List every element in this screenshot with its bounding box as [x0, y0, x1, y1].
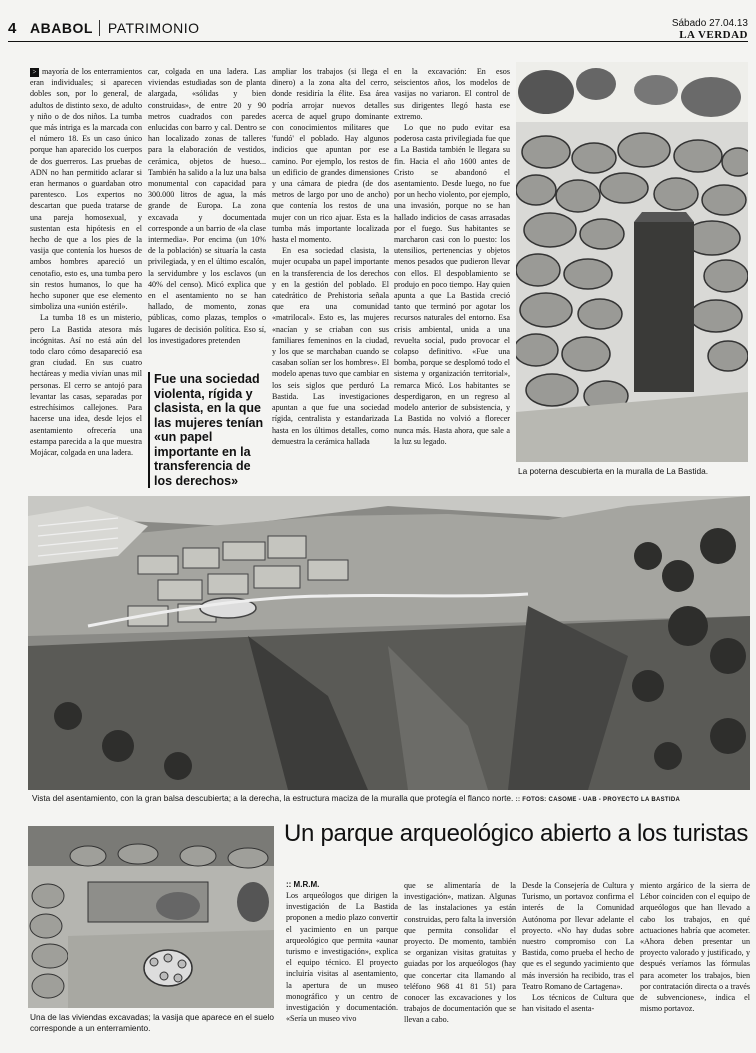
paragraph: Lo que no pudo evitar esa poderosa casta privilegiada fue que a La Bastida también le llegara su fin. Hacia el año 1600 antes de Cristo se abandonó el asentamiento. Desde luego, no fue por un hecho violento, por ejemplo, una invasión, porque no se han hallado indicios de casas arrasadas por el fuego. Sus habitantes se marcharon casi con lo puesto: los utensilios, pertenencias y objetos menos pesados que pudieron llevar con ellos. El despoblamiento se produjo en poco tiempo. Hay quien apunta a que La Bastida creció tanto que terminó por agotar los recursos naturales del entorno. Esa crisis ambiental, unida a una revuelta social, pudo provocar el colapso definitivo. «Fue una bomba, porque se desplomó todo el sistema y organización territorial», remarca Micó. Los habitantes se desperdigaron, en un regreso al modelo anterior de subsistencia, y La Bastida no volvió a florecer nunca más. Hasta ahora, que sale a la luz su legado.	[394, 123, 510, 446]
section-name: ABABOL	[30, 20, 93, 36]
page-number: 4	[8, 20, 17, 37]
article2-column-2	[404, 880, 516, 1048]
excavated-dwelling-illustration	[28, 826, 274, 1008]
panorama-caption	[32, 793, 750, 806]
paragraph: miento argárico de la sierra de Lébor coinciden con el equipo de arqueólogos que han llevado a cabo los trabajos, en qué actuaciones habría que acometer. «Ahora deben presentar un proyecto valorado y justificado, y después veríamos las fórmulas para acometer los trabajos, bien por contratación directa o a través de subvenciones», indica el mismo portavoz.	[640, 881, 750, 1014]
stone-wall-illustration	[516, 62, 748, 462]
hillside-panorama-illustration	[28, 496, 750, 790]
section-title	[30, 20, 199, 36]
article1-column-2	[148, 66, 266, 364]
lead-arrow-icon: >	[30, 68, 39, 77]
photo-credit: :: FOTOS: CASOME - UAB - PROYECTO LA BASTIDA	[515, 797, 681, 803]
paragraph: Los arqueólogos que dirigen la investigación de La Bastida proponen a medio plazo convertir el yacimiento en un parque arqueológico que permita «aunar turismo e investigación», explica el equipo técnico. El proyecto incluiría visitas al asentamiento, la apertura de un museo monográfico y un centro de investigación y documentación. «Sería un museo vivo	[286, 891, 398, 1024]
article2-column-4	[640, 880, 750, 1048]
dwelling-photo-caption: Una de las viviendas excavadas; la vasija que aparece en el suelo corresponde a un enterramiento.	[30, 1012, 274, 1033]
postern-photo	[516, 62, 748, 462]
settlement-panorama-photo	[28, 496, 750, 790]
paragraph: car, colgada en una ladera. Las viviendas estudiadas son de planta alargada, «sólidas y bien construidas», de entre 20 y 90 metros cuadrados con paredes enlucidas con barro y cal. Dentro se han localizado zonas de talleres para la elaboración de vestidos, cerámica, objetos de hueso... También ha salido a la luz una balsa monumental con capacidad para 300.000 litros de agua, la más grande de Europa. La zona excavada y documentada corresponde a un barrio de «la clase intermedia». Por encima (un 10% de la población) se situaría la casta privilegiada, y en el último escalón, la servidumbre y los esclavos (un 40% del censo). Micó explica que en el asentamiento no se han hallado, de momento, zonas públicas, como plazas, templos o lugares de decisión política. Eso sí, los investigadores pretenden	[148, 67, 266, 345]
paragraph: En esa sociedad clasista, la mujer ocupaba un papel importante en la transferencia de los derechos y en la gestión del poblado. El catedrático de Prehistoria señala que era una comunidad «matrilocal». Esto es, las mujeres «nacían y se criaban con sus familiares femeninos en la ciudad, y los que se marchaban cuando se casaban solían ser los hombres». El modelo apenas tuvo que cambiar en los seis siglos que perduró La Bastida. Las investigaciones apuntan a que fue una sociedad rígida, centralista y estandarizada hasta en los últimos detalles, como demuestra la cerámica hallada	[272, 246, 389, 446]
paragraph: La tumba 18 es un misterio, pero La Bastida atesora más incógnitas. Así no está aún del todo claro cómo desapareció esa gran ciudad. En sus cuatro hectáreas y media vivían unas mil personas. El cerro se antojó para levantar las casas, separadas por estrechísimos callejones. Para hacerse una idea, desde lejos el asentamiento ofrecería una estampa parecida a la que muestra Mojácar, colgada en una ladera.	[30, 313, 142, 457]
newspaper-name: LA VERDAD	[679, 29, 748, 41]
article2-column-3	[522, 880, 634, 1048]
page-header	[0, 0, 756, 40]
article1-column-4	[394, 66, 510, 486]
paragraph: en la excavación: En esos seiscientos años, los modelos de vasijas no variaron. El control de sus dirigentes llegó hasta ese extremo.	[394, 67, 510, 121]
article2-headline: Un parque arqueológico abierto a los turistas	[284, 820, 749, 847]
paragraph: mayoría de los enterramientos eran individuales; si aparecen dobles son, por lo general, de adultos de distinto sexo, de adulto y niño o de dos niños. La tumba que más intriga es la marcada con el número 18. Es un caso único porque han aparecido los cuerpos de dos guerreros. Las pruebas de ADN no han permitido aclarar si eran hermanos o guardaban otro parentesco. Los expertos no descartan que pueda tratarse de una pareja homosexual, y sustentan esta hipótesis en el hecho de que a los pies de la vasija que contenía los huesos de ambos hombres apareció un cenotafio, esto es, una tumba pero sin restos humanos, lo que ha hecho suponer que ese elemento simboliza una «unión estéril».	[30, 67, 142, 312]
paragraph: que se alimentaría de la investigación», matizan. Algunas de las instalaciones ya están construidas, pero falta la inversión que permita consolidar el proyecto. De momento, también se organizan visitas gratuitas y guiadas por los arqueólogos (hay que concertar cita llamando al teléfono 968 41 81 51) para conocer las excavaciones y los trabajos de documentación que se llevan a cabo.	[404, 881, 516, 1025]
subsection-name: PATRIMONIO	[99, 20, 200, 36]
header-rule	[8, 41, 748, 42]
paragraph: ampliar los trabajos (si llega el dinero) a la zona alta del cerro, donde residiría la élite. Esa área podría arrojar nuevos detalles acerca de aquel grupo dominante con conocimientos militares que 'fundó' el poblado. Hay algunos indicios que apuntan por ese camino. Por ejemplo, los restos de un edificio de grandes dimensiones y una cámara de piedra (de dos metros de largo por uno de ancho) que contenía los restos de una mujer con un rico ajuar. Esta es la tumba más importante localizada hasta el momento.	[272, 67, 389, 245]
postern-photo-caption: La poterna descubierta en la muralla de La Bastida.	[518, 466, 709, 476]
panorama-caption-text: Vista del asentamiento, con la gran balsa descubierta; a la derecha, la estructura maciza de la muralla que protegía el flanco norte.	[32, 793, 514, 803]
paragraph: Los técnicos de Cultura que han visitado el asenta-	[522, 993, 634, 1014]
issue-date: Sábado 27.04.13	[671, 18, 748, 29]
pull-quote: Fue una sociedad violenta, rígida y clasista, en la que las mujeres tenían «un papel importante en la transferencia de los derechos»	[148, 372, 272, 488]
paragraph: Desde la Consejería de Cultura y Turismo, un portavoz confirma el interés de la Comunidad Autónoma por llevar adelante el proyecto. «No hay dudas sobre nuestro compromiso con La Bastida, como prueba el hecho de que es el segundo yacimiento que más inversión ha recibido, tras el Teatro Romano de Cartagena».	[522, 881, 634, 991]
dwelling-photo	[28, 826, 274, 1008]
article2-column-1	[286, 890, 398, 1048]
article1-column-3	[272, 66, 389, 484]
article2-byline: :: M.R.M.	[286, 880, 320, 889]
